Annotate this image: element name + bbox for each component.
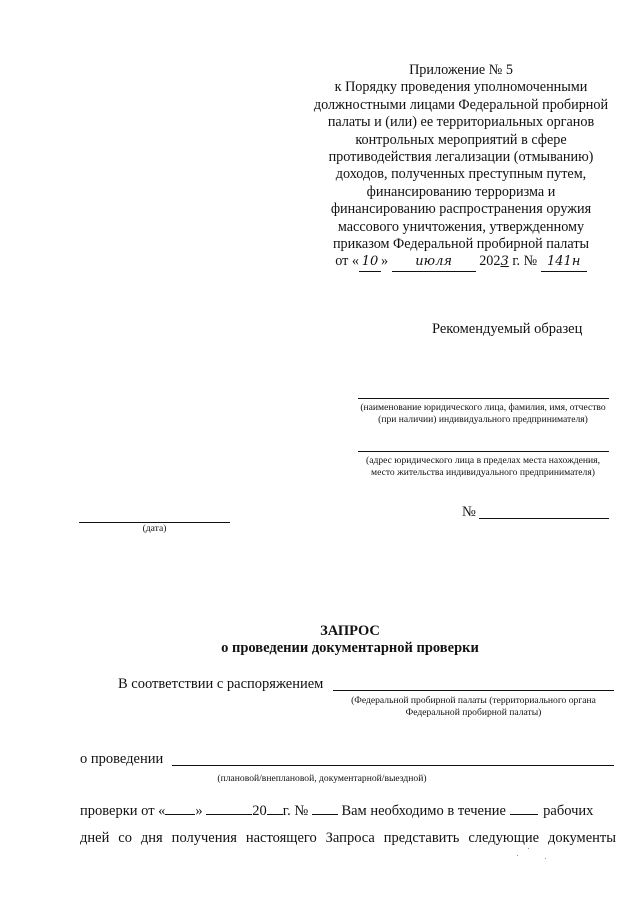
according-text: В соответствии с распоряжением	[118, 676, 324, 692]
appendix-line: палаты и (или) ее территориальных органов	[327, 114, 595, 131]
year-blank[interactable]	[267, 814, 283, 815]
recipient-name-caption: (наименование юридического лица, фамилия, имя, отчество (при наличии) индивидуального предпринимателя)	[360, 402, 606, 426]
about-text: о проведении	[80, 751, 164, 767]
days-count-blank[interactable]	[510, 814, 538, 815]
appendix-line: приказом Федеральной пробирной палаты	[332, 236, 590, 253]
working-days-text: рабочих	[543, 803, 594, 819]
appendix-line: финансированию распространения оружия	[330, 201, 592, 218]
day-blank[interactable]	[165, 814, 195, 815]
document-title: ЗАПРОС	[320, 623, 380, 639]
date-caption: (дата)	[142, 523, 167, 534]
body-last-line: дней со дня получения настоящего Запроса представить следующие документы	[80, 830, 616, 846]
order-month: июля	[392, 253, 476, 271]
check-from-text: проверки от «	[80, 803, 166, 819]
scan-speck	[545, 858, 546, 859]
appendix-line: должностными лицами Федеральной пробирной	[313, 96, 609, 113]
appendix-block	[296, 62, 626, 272]
document-subtitle: о проведении документарной проверки	[221, 640, 479, 656]
recipient-address-caption: (адрес юридического лица в пределах места нахождения, место жительства индивидуального предпринимателя)	[366, 455, 600, 479]
order-day: 10	[359, 253, 381, 271]
scan-speck	[517, 855, 518, 856]
order-year-digit: 3	[500, 254, 509, 270]
scan-speck	[528, 848, 529, 849]
recommended-sample-label: Рекомендуемый образец	[432, 321, 583, 337]
about-line[interactable]	[172, 765, 614, 766]
need-text: Вам необходимо в течение	[341, 803, 506, 819]
recipient-name-line[interactable]	[358, 398, 609, 399]
number-line[interactable]	[479, 518, 609, 519]
appendix-line: контрольных мероприятий в сфере	[355, 131, 567, 148]
check-from-line	[80, 803, 616, 820]
order-prefix: от «	[335, 253, 360, 270]
appendix-line: к Порядку проведения уполномоченными	[334, 79, 588, 96]
according-caption-line2: Федеральной пробирной палаты)	[405, 707, 542, 719]
appendix-title: Приложение № 5	[409, 62, 513, 78]
order-year-prefix: 202	[479, 253, 501, 270]
appendix-line: финансированию терроризма и	[366, 183, 556, 200]
appendix-line: доходов, полученных преступным путем,	[335, 166, 587, 183]
month-blank[interactable]	[206, 814, 252, 815]
order-date-line	[296, 253, 626, 271]
year-suffix: г. №	[282, 803, 309, 819]
appendix-line: противодействия легализации (отмыванию)	[328, 149, 594, 166]
about-caption: (плановой/внеплановой, документарной/выездной)	[217, 773, 427, 784]
recipient-address-line[interactable]	[358, 451, 609, 452]
number-sign: №	[462, 504, 476, 520]
number-blank[interactable]	[312, 814, 338, 815]
order-number: 141н	[541, 253, 587, 271]
appendix-line: массового уничтожения, утвержденному	[337, 218, 585, 235]
check-quote-close: »	[195, 803, 203, 819]
year-prefix: 20	[252, 803, 267, 819]
according-caption	[325, 695, 622, 719]
according-line[interactable]	[333, 690, 614, 691]
order-year-suffix: г. №	[508, 253, 538, 270]
order-quote-close: »	[381, 253, 389, 270]
according-caption-line1: (Федеральной пробирной палаты (территориального органа	[351, 695, 596, 706]
